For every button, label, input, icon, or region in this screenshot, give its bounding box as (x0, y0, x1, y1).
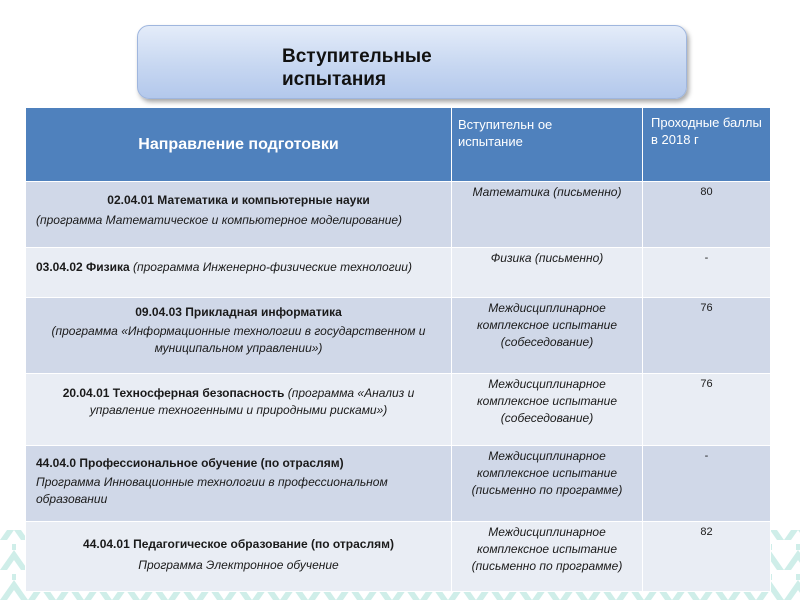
exam-cell: Междисциплинарное комплексное испытание (письменно по программе) (452, 522, 643, 592)
header-exam (452, 108, 643, 182)
direction-cell (26, 248, 452, 298)
direction-program: (программа Математическое и компьютерное моделирование) (36, 213, 403, 227)
direction-program: (программа Инженерно-физические технологии) (133, 260, 412, 274)
table-row (26, 522, 771, 592)
table-row (26, 298, 771, 374)
direction-cell (26, 522, 452, 592)
score-cell: 82 (643, 522, 771, 592)
table-row (26, 446, 771, 522)
exam-cell: Математика (письменно) (452, 182, 643, 248)
exam-cell: Междисциплинарное комплексное испытание (письменно по программе) (452, 446, 643, 522)
score-cell: 76 (643, 298, 771, 374)
direction-code: 03.04.02 Физика (36, 260, 130, 274)
score-cell: - (643, 446, 771, 522)
direction-program: (программа «Анализ и управление техногенными и природными рисками») (89, 386, 415, 417)
direction-code: 02.04.01 Математика и компьютерные науки (107, 193, 370, 207)
direction-cell (26, 446, 452, 522)
exam-cell: Междисциплинарное комплексное испытание (собеседование) (452, 374, 643, 446)
direction-program: Программа Электронное обучение (138, 558, 339, 572)
page-title: Вступительные испытания (282, 46, 432, 90)
direction-code: 20.04.01 Техносферная безопасность (62, 386, 285, 400)
direction-line (36, 254, 441, 276)
exam-cell: Междисциплинарное комплексное испытание (собеседование) (452, 298, 643, 374)
exam-cell: Физика (письменно) (452, 248, 643, 298)
header-score: Проходные баллы в 2018 г (643, 108, 771, 182)
header-direction: Направление подготовки (26, 108, 452, 182)
direction-cell (26, 298, 452, 374)
title-banner (137, 25, 687, 99)
table-row (26, 182, 771, 248)
admissions-table (25, 107, 771, 592)
table-header-row (26, 108, 771, 182)
score-cell: 80 (643, 182, 771, 248)
direction-cell (26, 374, 452, 446)
score-cell: 76 (643, 374, 771, 446)
direction-line (36, 380, 441, 419)
direction-code: 44.04.0 Профессиональное обучение (по отраслям) (36, 456, 344, 470)
direction-code: 09.04.03 Прикладная информатика (135, 305, 342, 319)
score-cell: - (643, 248, 771, 298)
direction-program: (программа «Информационные технологии в государственном и муниципальном управлении») (51, 324, 426, 355)
table-row (26, 248, 771, 298)
direction-cell (26, 182, 452, 248)
direction-code: 44.04.01 Педагогическое образование (по отраслям) (83, 537, 394, 551)
table-row (26, 374, 771, 446)
direction-program: Программа Инновационные технологии в профессиональном образовании (36, 475, 388, 506)
header-exam-text: Вступительн ое испытание (458, 117, 553, 149)
